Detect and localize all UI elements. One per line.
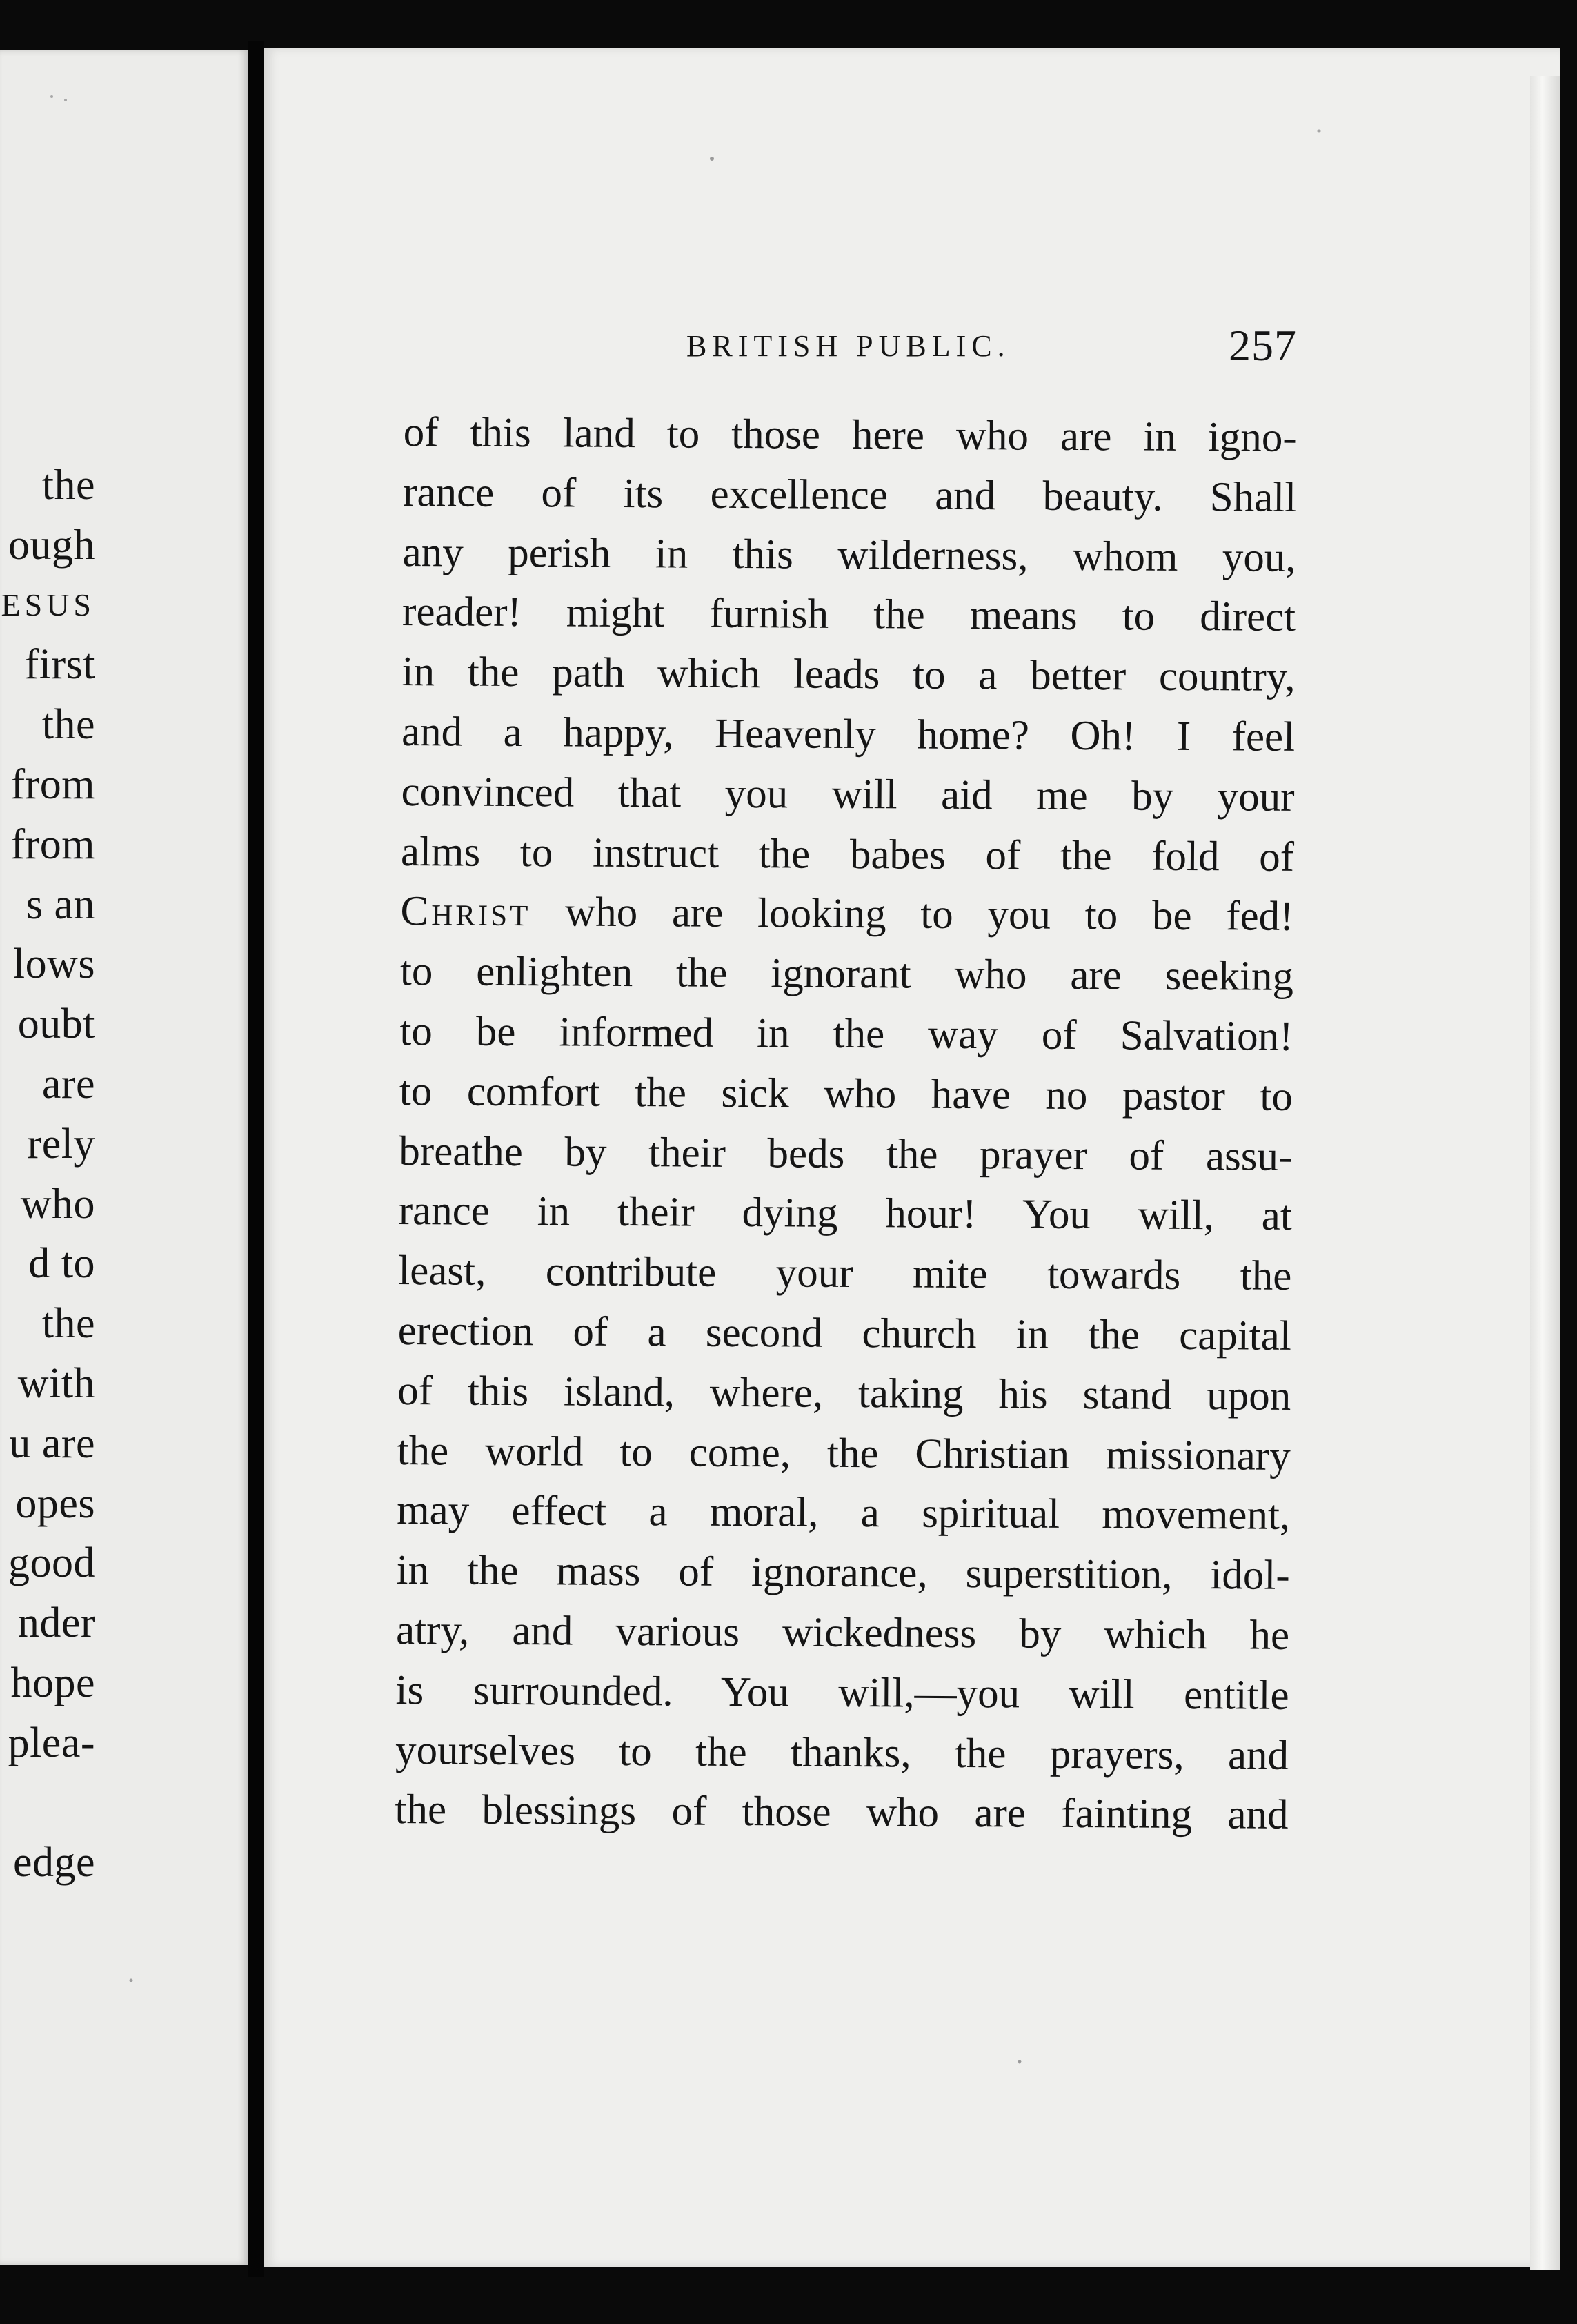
text-line: atry, and various wickedness by which he xyxy=(395,1606,1290,1659)
text-line: to be informed in the way of Salvation! xyxy=(399,1007,1293,1060)
text-line: the world to come, the Christian missionary xyxy=(397,1427,1291,1479)
text-line: first xyxy=(24,641,95,689)
page-body-text xyxy=(395,403,1297,1846)
page-number: 257 xyxy=(1229,321,1297,370)
text-line: the xyxy=(41,462,95,509)
text-line: lows xyxy=(12,941,95,988)
text-line: plea- xyxy=(8,1719,95,1766)
text-line: oubt xyxy=(17,1001,95,1048)
text-line: reader! might furnish the means to direct xyxy=(401,589,1296,641)
text-line: alms to instruct the babes of the fold of xyxy=(400,828,1295,880)
text-line: breathe by their beds the prayer of assu- xyxy=(399,1127,1293,1180)
book-gutter xyxy=(248,41,264,2277)
text-line: are xyxy=(41,1060,95,1107)
text-line: of this island, where, taking his stand upon xyxy=(397,1367,1291,1419)
running-title: BRITISH PUBLIC. xyxy=(686,329,1011,363)
text-line: to enlighten the ignorant who are seeking xyxy=(399,948,1294,1001)
text-line: in the path which leads to a better country, xyxy=(401,649,1296,701)
text-line: ESUS xyxy=(1,587,95,622)
text-line: in the mass of ignorance, superstition, idol- xyxy=(396,1547,1290,1599)
text-line: d to xyxy=(28,1240,95,1288)
text-line: the blessings of those who are fainting and xyxy=(395,1786,1289,1839)
text-line: who xyxy=(20,1180,95,1228)
text-line: of this land to those here who are in igno- xyxy=(403,408,1297,461)
page-edge xyxy=(1530,76,1560,2270)
text-line: is surrounded. You will,—you will entitle xyxy=(395,1666,1289,1719)
text-line: good xyxy=(8,1539,95,1587)
text-line: rance in their dying hour! You will, at xyxy=(398,1188,1293,1240)
text-line: ough xyxy=(8,521,95,569)
running-head xyxy=(421,321,1297,373)
text-line: convinced that you will aid me by your xyxy=(401,768,1295,820)
text-line: s an xyxy=(26,880,95,928)
text-line: opes xyxy=(15,1479,95,1527)
text-line: nder xyxy=(17,1599,95,1647)
text-line: edge xyxy=(12,1839,95,1887)
text-line xyxy=(1,1773,95,1833)
text-line: the xyxy=(41,701,95,749)
text-line: hope xyxy=(10,1659,95,1706)
text-line: may effect a moral, a spiritual movement, xyxy=(396,1487,1291,1539)
text-line: yourselves to the thanks, the prayers, and xyxy=(395,1726,1289,1779)
text-line: least, contribute your mite towards the xyxy=(398,1248,1292,1300)
text-line: erection of a second church in the capital xyxy=(397,1307,1291,1359)
text-line: any perish in this wilderness, whom you, xyxy=(402,529,1296,581)
text-line: with xyxy=(17,1359,95,1407)
text-line: from xyxy=(10,760,95,808)
text-line: rely xyxy=(27,1120,95,1168)
text-line: from xyxy=(10,820,95,868)
text-line: to comfort the sick who have no pastor to xyxy=(399,1067,1293,1120)
text-line: u are xyxy=(9,1419,95,1467)
text-line: rance of its excellence and beauty. Shall xyxy=(403,469,1297,521)
left-page xyxy=(0,50,248,2265)
left-page-text xyxy=(1,455,95,1893)
text-line: the xyxy=(41,1300,95,1348)
text-line: and a happy, Heavenly home? Oh! I feel xyxy=(401,708,1296,760)
text-line: Christ who are looking to you to be fed! xyxy=(400,888,1294,941)
